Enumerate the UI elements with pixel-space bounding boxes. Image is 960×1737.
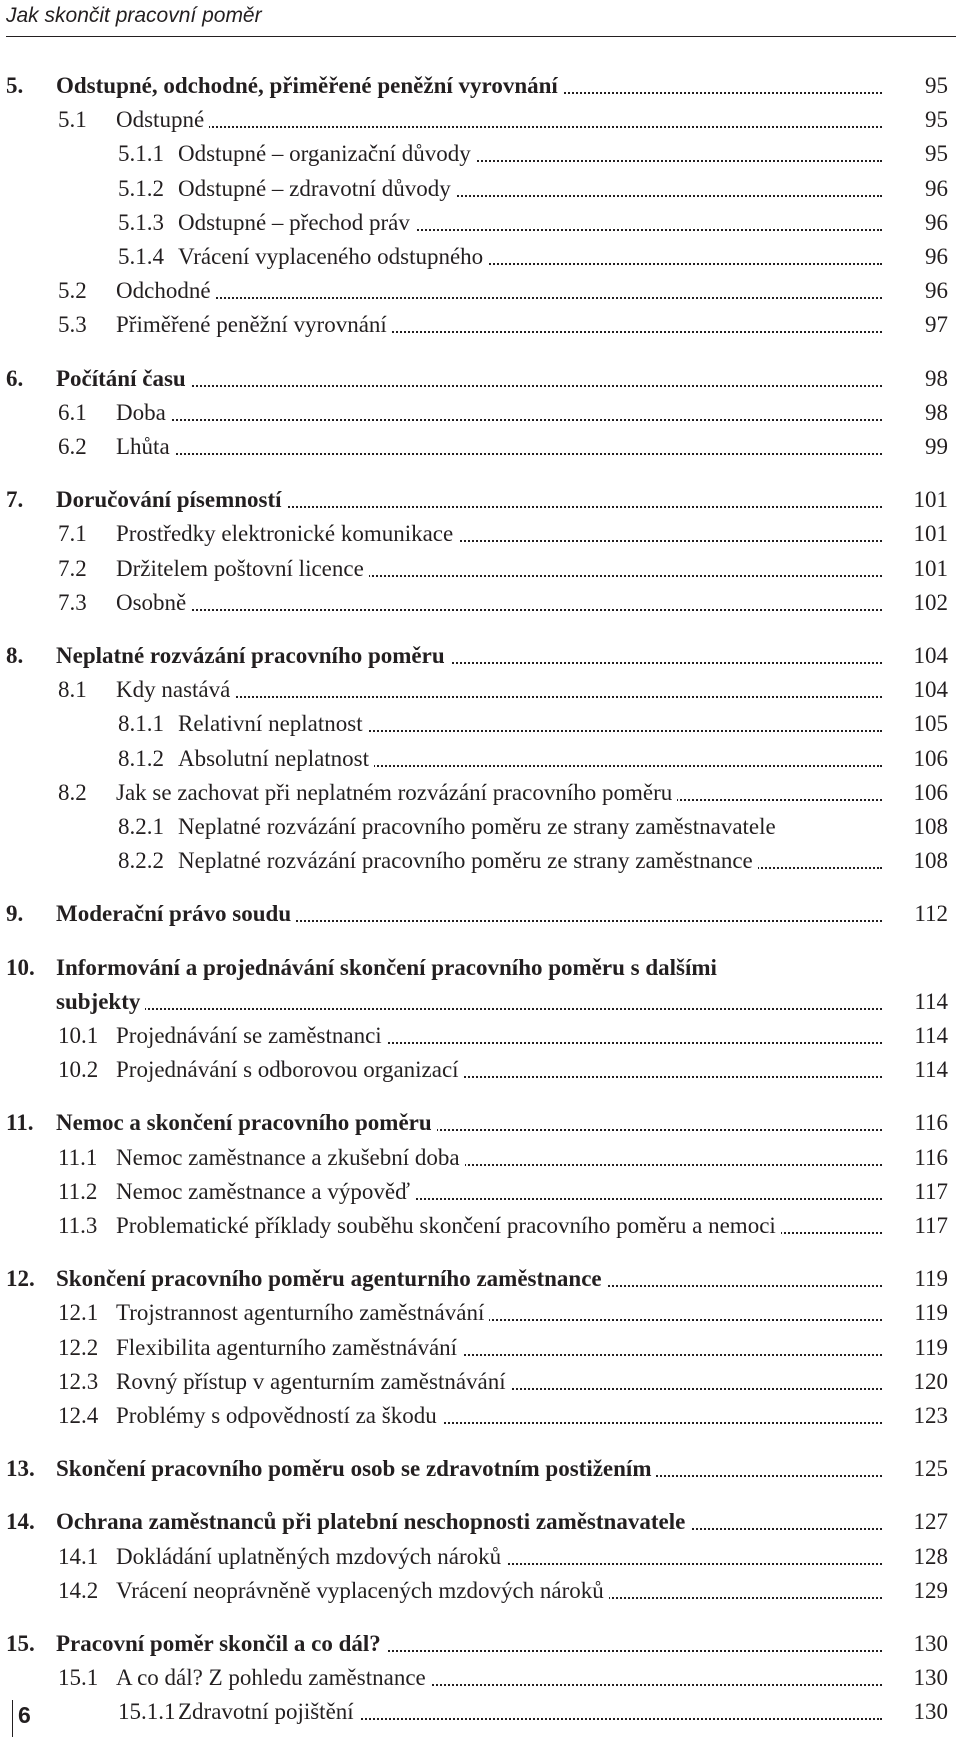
toc-entry-page: 106 (888, 742, 948, 776)
toc-entry-number: 8.2 (58, 779, 87, 805)
toc-entry-title: Problematické příklady souběhu skončení pracovního poměru a nemoci (116, 1209, 781, 1243)
toc-entry-number: 5.1.2 (118, 175, 164, 201)
toc-entry-title: Odstupné – přechod práv (178, 206, 415, 240)
toc-entry-title: Projednávání se zaměstnanci (116, 1019, 387, 1053)
toc-entry (0, 1574, 960, 1608)
toc-leader-dots (116, 577, 882, 611)
toc-entry-number: 6. (6, 365, 24, 391)
toc-entry-page: 98 (888, 396, 948, 430)
toc-entry-number: 7.1 (58, 521, 87, 547)
toc-entry-page: 128 (888, 1540, 948, 1574)
toc-entry-page: 95 (888, 137, 948, 171)
toc-leader-dots (116, 421, 882, 455)
toc-entry-page: 96 (888, 206, 948, 240)
toc-entry-number: 5.1.3 (118, 209, 164, 235)
toc-entry-number: 14. (6, 1509, 35, 1535)
toc-entry-number: 13. (6, 1456, 35, 1482)
toc-entry-page: 125 (888, 1452, 948, 1486)
toc-entry-number: 15.1.1 (118, 1699, 176, 1725)
toc-entry-title: Moderační právo soudu (56, 897, 296, 931)
toc-entry-number: 8. (6, 643, 24, 668)
toc-entry-number: 11.1 (58, 1144, 98, 1170)
toc-entry-page: 114 (888, 985, 948, 1019)
toc-entry-page: 119 (888, 1262, 948, 1296)
toc-entry-title: A co dál? Z pohledu zaměstnance (116, 1661, 431, 1695)
toc-entry-page: 120 (888, 1365, 948, 1399)
toc-entry-title: Dokládání uplatněných mzdových nároků (116, 1540, 506, 1574)
toc-entry-title: Vrácení neoprávněně vyplacených mzdových nároků (116, 1574, 609, 1608)
toc-entry-title: Zdravotní pojištění (178, 1695, 359, 1729)
toc-entry-title: Odstupné, odchodné, přiměřené peněžní vyrovnání (56, 69, 563, 103)
toc-entry-number: 14.1 (58, 1543, 99, 1569)
toc-entry-number: 9. (6, 901, 24, 927)
toc-entry-number: 8.1 (58, 677, 87, 703)
toc-entry-page: 114 (888, 1019, 948, 1053)
toc-entry-page: 97 (888, 308, 948, 342)
toc-entry-number: 5.1.4 (118, 244, 164, 269)
toc-entry-page: 101 (888, 483, 948, 517)
toc-entry-number: 5.1.1 (118, 141, 164, 167)
toc-entry-page: 119 (888, 1296, 948, 1330)
toc-entry-number: 11.2 (58, 1178, 98, 1204)
toc-entry-number: 12.1 (58, 1300, 99, 1326)
toc-entry-number: 8.2.2 (118, 848, 164, 874)
toc-entry-number: 8.1.1 (118, 711, 164, 737)
toc-entry-title: Neplatné rozvázání pracovního poměru (56, 639, 450, 673)
toc-entry-title: Ochrana zaměstnanců při platební neschopnosti zaměstnavatele (56, 1505, 690, 1539)
toc-entry-title: Odstupné – organizační důvody (178, 137, 476, 171)
toc-entry-number: 6.1 (58, 399, 87, 425)
toc-entry-number: 5.2 (58, 278, 87, 304)
toc-entry-title: Skončení pracovního poměru osob se zdravotním postižením (56, 1452, 656, 1486)
toc-entry-page: 105 (888, 707, 948, 741)
toc-entry-number: 12. (6, 1266, 35, 1292)
toc-entry-title: Doručování písemností (56, 483, 287, 517)
toc-entry-number: 5.3 (58, 312, 87, 338)
page-number-rule (12, 1700, 13, 1737)
toc-entry (0, 897, 960, 931)
toc-entry-title: Osobně (116, 586, 191, 620)
toc-entry-title: Odstupné – zdravotní důvody (178, 172, 456, 206)
toc-entry-title: Rovný přístup v agenturním zaměstnávání (116, 1365, 511, 1399)
toc-entry-title: Relativní neplatnost (178, 707, 368, 741)
toc-entry-title: Kdy nastává (116, 673, 235, 707)
toc-leader-dots (56, 976, 882, 1010)
toc-entry-title: subjekty (56, 985, 145, 1019)
toc-leader-dots (116, 387, 882, 421)
toc-entry-page: 104 (888, 639, 948, 673)
toc-entry-page: 106 (888, 776, 948, 810)
toc-entry-number: 5.1 (58, 107, 87, 133)
toc-entry-number: 10. (6, 954, 35, 980)
toc-entry (0, 430, 960, 464)
toc-entry-title: Nemoc zaměstnance a výpověď (116, 1175, 415, 1209)
toc-entry-number: 7. (6, 487, 24, 513)
toc-entry-page: 130 (888, 1627, 948, 1661)
toc-entry-title: Problémy s odpovědností za škodu (116, 1399, 442, 1433)
toc-entry-title: Flexibilita agenturního zaměstnávání (116, 1331, 462, 1365)
toc-entry-number: 12.4 (58, 1403, 99, 1428)
toc-entry-title: Počítání času (56, 362, 191, 396)
toc-entry-title: Skončení pracovního poměru agenturního zaměstnance (56, 1262, 607, 1296)
toc-entry-page: 130 (888, 1695, 948, 1729)
toc-entry-title: Lhůta (116, 430, 175, 464)
toc-entry-number: 5. (6, 73, 24, 98)
toc-entry-page: 108 (888, 810, 948, 844)
toc-entry (0, 1209, 960, 1243)
toc-entry-title: Trojstrannost agenturního zaměstnávání (116, 1296, 489, 1330)
toc-entry-title: Držitelem poštovní licence (116, 552, 369, 586)
toc-entry-number: 11.3 (58, 1213, 98, 1238)
toc-entry-page: 112 (888, 897, 948, 931)
toc-entry-page: 119 (888, 1331, 948, 1365)
toc-entry-page: 117 (888, 1175, 948, 1209)
toc-entry (0, 844, 960, 878)
toc-entry-page: 116 (888, 1106, 948, 1140)
toc-entry-page: 95 (888, 69, 948, 103)
toc-entry (0, 776, 960, 810)
toc-entry-number: 10.2 (58, 1057, 99, 1083)
toc-entry (0, 1053, 960, 1087)
toc-entry-page: 99 (888, 430, 948, 464)
toc-entry-page: 95 (888, 103, 948, 137)
toc-entry-title: Nemoc zaměstnance a zkušební doba (116, 1141, 465, 1175)
toc-entry (0, 1695, 960, 1729)
toc-entry-title: Odstupné (116, 103, 209, 137)
toc-leader-dots (116, 94, 882, 128)
toc-entry-title: Neplatné rozvázání pracovního poměru ze strany zaměstnavatele (178, 810, 781, 844)
toc-entry-title: Přiměřené peněžní vyrovnání (116, 308, 392, 342)
toc-entry-number: 12.2 (58, 1334, 99, 1360)
toc-entry-page: 129 (888, 1574, 948, 1608)
toc-entry-page: 102 (888, 586, 948, 620)
toc-entry-title: Informování a projednávání skončení pracovního poměru s dalšími (56, 951, 722, 985)
toc-entry-page: 96 (888, 240, 948, 274)
toc-entry-number: 6.2 (58, 434, 87, 459)
toc-entry-number: 14.2 (58, 1577, 99, 1603)
toc-entry-page: 96 (888, 172, 948, 206)
toc-entry-number: 7.2 (58, 555, 87, 581)
toc-entry-page: 108 (888, 844, 948, 878)
toc-entry-number: 7.3 (58, 589, 87, 615)
toc-entry-title: Absolutní neplatnost (178, 742, 374, 776)
toc-entry-title: Neplatné rozvázání pracovního poměru ze strany zaměstnance (178, 844, 758, 878)
toc-entry-number: 10.1 (58, 1023, 99, 1048)
toc-entry-title: Doba (116, 396, 171, 430)
toc-entry (0, 586, 960, 620)
toc-entry-page: 114 (888, 1053, 948, 1087)
toc-entry-page: 123 (888, 1399, 948, 1433)
toc-entry-page: 98 (888, 362, 948, 396)
toc-entry-title: Prostředky elektronické komunikace (116, 517, 458, 551)
toc-entry (0, 1452, 960, 1486)
toc-entry-title: Jak se zachovat při neplatném rozvázání pracovního poměru (116, 776, 677, 810)
toc-entry-title: Projednávání s odborovou organizací (116, 1053, 464, 1087)
toc-entry-page: 101 (888, 552, 948, 586)
page-number: 6 (18, 1702, 31, 1728)
toc-entry-number: 15. (6, 1631, 35, 1656)
toc-entry-page: 130 (888, 1661, 948, 1695)
toc-leader-dots (116, 265, 882, 299)
toc-entry-number: 8.1.2 (118, 745, 164, 771)
running-header-title: Jak skončit pracovní poměr (6, 4, 262, 27)
toc-entry-page: 96 (888, 274, 948, 308)
toc-entry (0, 1399, 960, 1433)
toc-entry-page: 101 (888, 517, 948, 551)
toc-entry-title: Vrácení vyplaceného odstupného (178, 240, 488, 274)
toc-entry-page: 117 (888, 1209, 948, 1243)
toc-entry-title: Nemoc a skončení pracovního poměru (56, 1106, 437, 1140)
toc-entry-number: 15.1 (58, 1665, 99, 1691)
toc-entry-number: 8.2.1 (118, 814, 164, 839)
toc-entry-page: 104 (888, 673, 948, 707)
toc-entry (0, 308, 960, 342)
toc-entry-title: Pracovní poměr skončil a co dál? (56, 1627, 386, 1661)
toc-entry-page: 127 (888, 1505, 948, 1539)
toc-entry-title: Odchodné (116, 274, 216, 308)
toc-entry-page: 116 (888, 1141, 948, 1175)
toc-entry-number: 11. (6, 1110, 34, 1136)
toc-entry-number: 12.3 (58, 1368, 99, 1394)
